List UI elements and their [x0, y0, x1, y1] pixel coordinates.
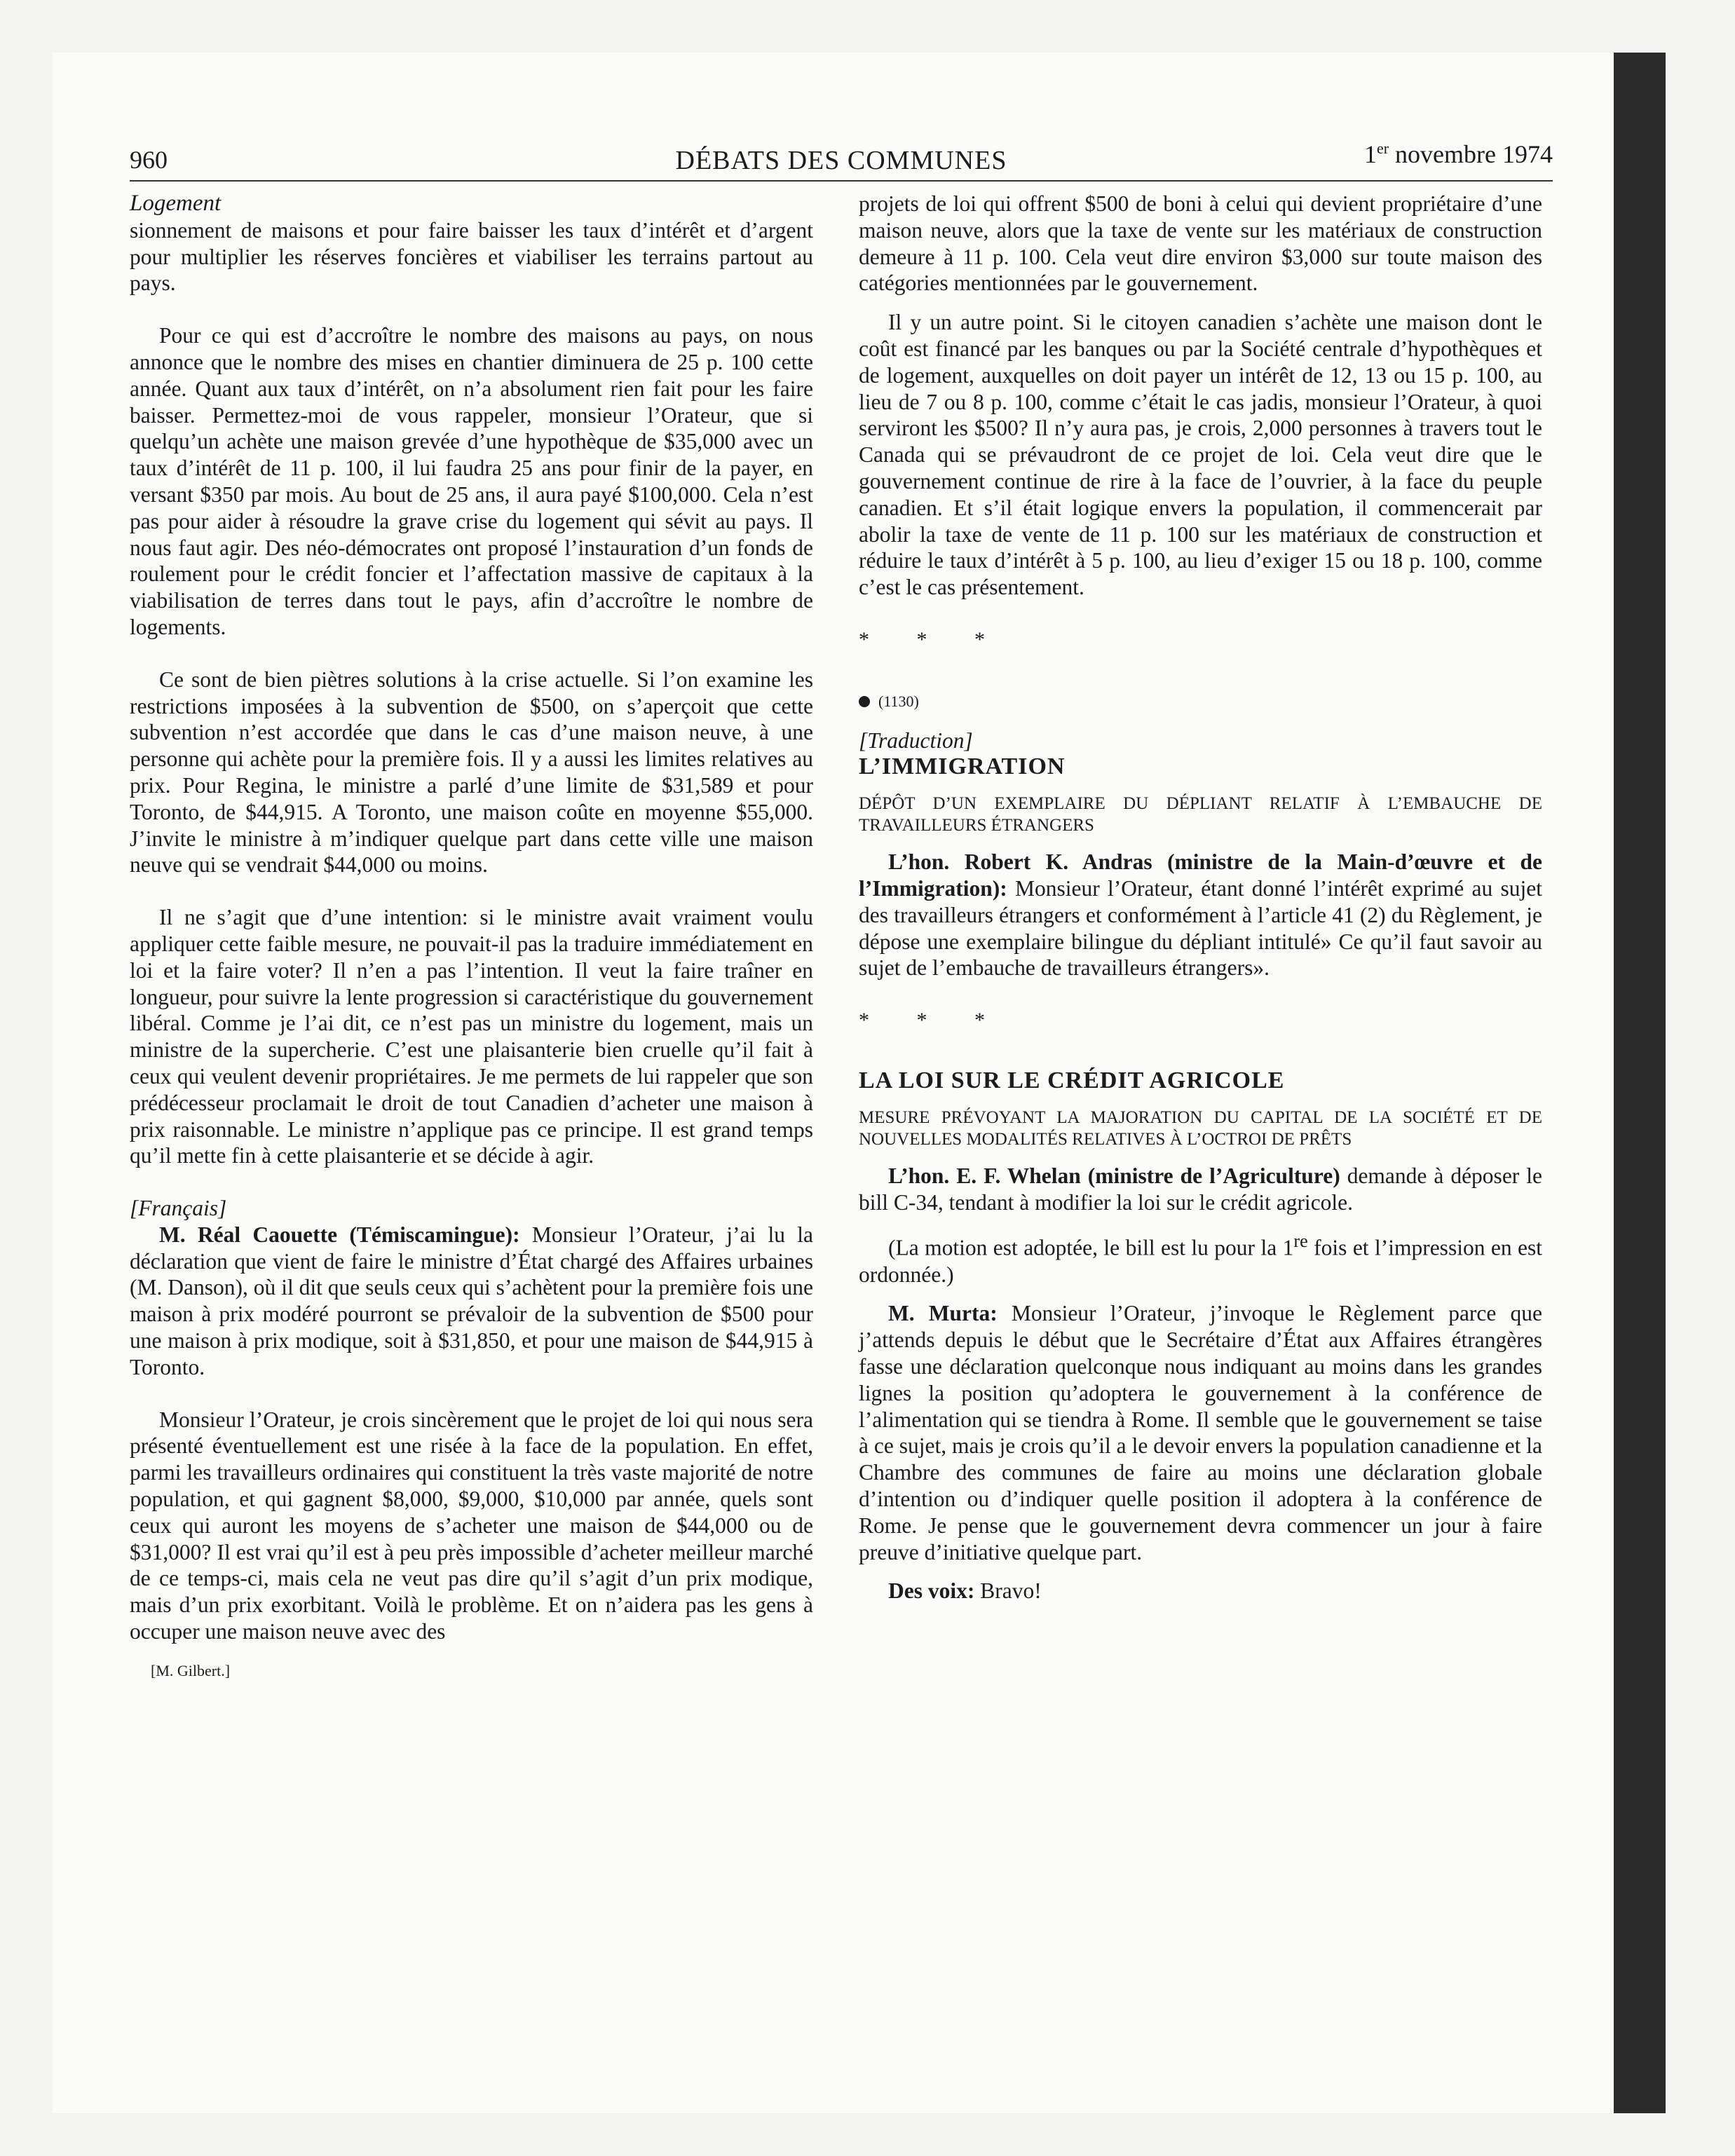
speech [859, 1300, 1542, 1565]
speaker-name: L’hon. Robert K. Andras (ministre de la Main-d’œuvre et de l’Immigration): [859, 850, 1542, 901]
paragraph: projets de loi qui offrent $500 de boni à celui qui devient propriétaire d’une maison neuve, alors que la taxe de vente sur les matériaux de construction demeure à 11 p. 100. Cela veut dire environ $3,000 sur toute maison des catégories mentionnées par le gouvernement. [859, 191, 1542, 296]
speech-text: demande à déposer le bill C-34, tendant à modifier la loi sur le crédit agricole. [859, 1163, 1543, 1215]
language-tag: [Traduction] [859, 728, 973, 753]
section-separator: * * * [859, 627, 1006, 651]
speech [859, 849, 1542, 981]
section-heading: LA LOI SUR LE CRÉDIT AGRICOLE [859, 1067, 1285, 1093]
left-column [130, 191, 813, 1684]
publication-title: DÉBATS DES COMMUNES [675, 146, 1007, 175]
paragraph: Il ne s’agit que d’une intention: si le ministre avait vraiment voulu appliquer cette faible mesure, ne pouvait-il pas la traduire immédiatement en loi et la faire voter? Il n’en a pas l’intention. Il veut la faire traîner en longueur, pour suivre la lente progression si caractéristique du gouvernement libéral. Comme je l’ai dit, ce n’est pas un ministre du logement, mais un ministre de la supercherie. C’est une plaisanterie bien cruelle qu’il fait à ceux qui veulent devenir propriétaires. Je me permets de lui rappeler que son prédécesseur proclamait le droit de tout Canadien d’acheter une maison à prix raisonnable. Le ministre n’applique pas ce principe. Il est grand temps qu’il mette fin à cette plaisanterie et se décide à agir. [130, 905, 813, 1168]
speech [859, 1578, 1542, 1604]
paragraph: Ce sont de bien piètres solutions à la crise actuelle. Si l’on examine les restrictions imposées à la subvention de $500, on s’aperçoit que cette subvention n’est accordée que dans le cas d’une maison neuve, à une personne qui achète pour la première fois. Il y a aussi les limites relatives au prix. Pour Regina, le ministre a parlé d’une limite de $31,589 et pour Toronto, de $44,915. A Toronto, une maison coûte en moyenne $55,000. J’invite le ministre à m’indiquer quelque part dans cette ville une maison neuve qui se vendrait $44,000 ou moins. [130, 667, 813, 878]
time-marker: (1130) [859, 688, 1542, 715]
running-title: Logement [130, 191, 222, 216]
speech-text: Bravo! [974, 1578, 1042, 1604]
procedural-note: (La motion est adoptée, le bill est lu pour la 1re fois et l’impression en est ordonnée.) [859, 1231, 1542, 1287]
paragraph: sionnement de maisons et pour faire baisser les taux d’intérêt et d’argent pour multiplier les réserves foncières et viabiliser les terrains partout au pays. [130, 217, 813, 296]
section-subheading: DÉPÔT D’UN EXEMPLAIRE DU DÉPLIANT RELATIF À L’EMBAUCHE DE TRAVAILLEURS ÉTRANGERS [859, 794, 1542, 835]
paragraph: Il y un autre point. Si le citoyen canadien s’achète une maison dont le coût est financé par les banques ou par la Société centrale d’hypothèques et de logement, auxquelles on doit payer un intérêt de 12, 13 ou 15 p. 100, au lieu de 7 ou 8 p. 100, comme c’était le cas jadis, monsieur l’Orateur, à quoi serviront les $500? Il n’y aura pas, je crois, 2,000 personnes à travers tout le Canada qui se prévaudront de ce projet de loi. Cela veut dire que le gouvernement continue de rire à la face de l’ouvrier, à la face du peuple canadien. Et s’il était logique envers la population, il commencerait par abolir la taxe de vente de 11 p. 100 sur les matériaux de construction et réduire le taux d’intérêt à 5 p. 100, au lieu d’exiger 15 ou 18 p. 100, comme c’est le cas présentement. [859, 310, 1542, 600]
speaker-name: M. Réal Caouette (Témiscamingue): [159, 1222, 520, 1247]
section-separator: * * * [859, 1009, 1006, 1032]
speaker-name: M. Murta: [888, 1301, 998, 1326]
section-heading: L’IMMIGRATION [859, 753, 1066, 780]
speech [859, 1163, 1542, 1216]
speech-text: Monsieur l’Orateur, j’invoque le Règlement parce que j’attends depuis le début que le Secrétaire d’État aux Affaires étrangères fasse une déclaration quelconque nous indiquant au moins dans les grandes lignes la position qu’adoptera le gouvernement à la conférence de l’alimentation qui se tiendra à Rome. Il semble que le gouvernement se taise à ce sujet, mais je crois qu’il a le devoir envers la population canadienne et la Chambre des communes de faire au moins une déclaration globale d’intention ou d’indiquer quelle position il adoptera à la conférence de Rome. Je pense que le gouvernement devra commencer un jour à faire preuve d’initiative quelque part. [859, 1301, 1542, 1564]
page-date: 1er novembre 1974 [1363, 139, 1553, 168]
speech-text: Monsieur l’Orateur, étant donné l’intérêt exprimé au sujet des travailleurs étrangers et conformément à l’article 41 (2) du Règlement, je dépose une exemplaire bilingue du dépliant intitulé» Ce qu’il faut savoir au sujet de l’embauche de travailleurs étrangers». [859, 875, 1542, 981]
binding-edge [1614, 53, 1666, 2113]
speech [130, 1222, 813, 1381]
header-rule [130, 180, 1553, 182]
speech-text: Monsieur l’Orateur, j’ai lu la déclaration que vient de faire le ministre d’État chargé des Affaires urbaines (M. Danson), où il dit que seuls ceux qui s’achètent pour la première fois une maison à prix modéré pourront se prévaloir de la subvention de $500 pour une maison à prix modique, soit à $31,850, et pour une maison de $44,915 à Toronto. [130, 1222, 813, 1379]
speaker-name: L’hon. E. F. Whelan (ministre de l’Agriculture) [888, 1163, 1340, 1188]
speaker-name: Des voix: [888, 1578, 975, 1604]
paragraph: Monsieur l’Orateur, je crois sincèrement que le projet de loi qui nous sera présenté éventuellement est une risée à la face de la population. En effet, parmi les travailleurs ordinaires qui constituent la très vaste majorité de notre population, et qui gagnent $8,000, $9,000, $10,000 par année, quels sont ceux qui auront les moyens de s’acheter une maison de $44,000 ou de $31,000? Il est vrai qu’il est à peu près impossible d’acheter meilleur marché de ce temps-ci, mais cela ne veut pas dire qu’il s’agit d’un prix modique, mais d’un prix exorbitant. Voilà le problème. Et on n’aidera pas les gens à occuper une maison neuve avec des [130, 1407, 813, 1644]
right-column [859, 191, 1542, 1604]
paragraph: Pour ce qui est d’accroître le nombre des maisons au pays, on nous annonce que le nombre des mises en chantier diminuera de 25 p. 100 cette année. Quant aux taux d’intérêt, on n’a absolument rien fait pour les faire baisser. Permettez-moi de vous rappeler, monsieur l’Orateur, que si quelqu’un achète une maison grevée d’une hypothèque de $35,000 avec un taux d’intérêt de 11 p. 100, il lui faudra 25 ans pour finir de la payer, en versant $350 par mois. Au bout de 25 ans, il aura payé $100,000. Cela n’est pas pour aider à résoudre la grave crise du logement qui sévit au pays. Il nous faut agir. Des néo-démocrates ont proposé l’instauration d’un fonds de roulement pour le crédit foncier et l’affectation massive de capitaux à la viabilisation de terres dans tout le pays, afin d’accroître le nombre de logements. [130, 323, 813, 639]
language-tag: [Français] [130, 1196, 227, 1221]
section-subheading: MESURE PRÉVOYANT LA MAJORATION DU CAPITAL DE LA SOCIÉTÉ ET DE NOUVELLES MODALITÉS RELATIVES À L’OCTROI DE PRÊTS [859, 1107, 1542, 1149]
page-number: 960 [130, 146, 168, 174]
page-header [130, 137, 1553, 179]
bullet-icon [859, 696, 870, 707]
footnote-speaker: [M. Gilbert.] [151, 1661, 231, 1679]
